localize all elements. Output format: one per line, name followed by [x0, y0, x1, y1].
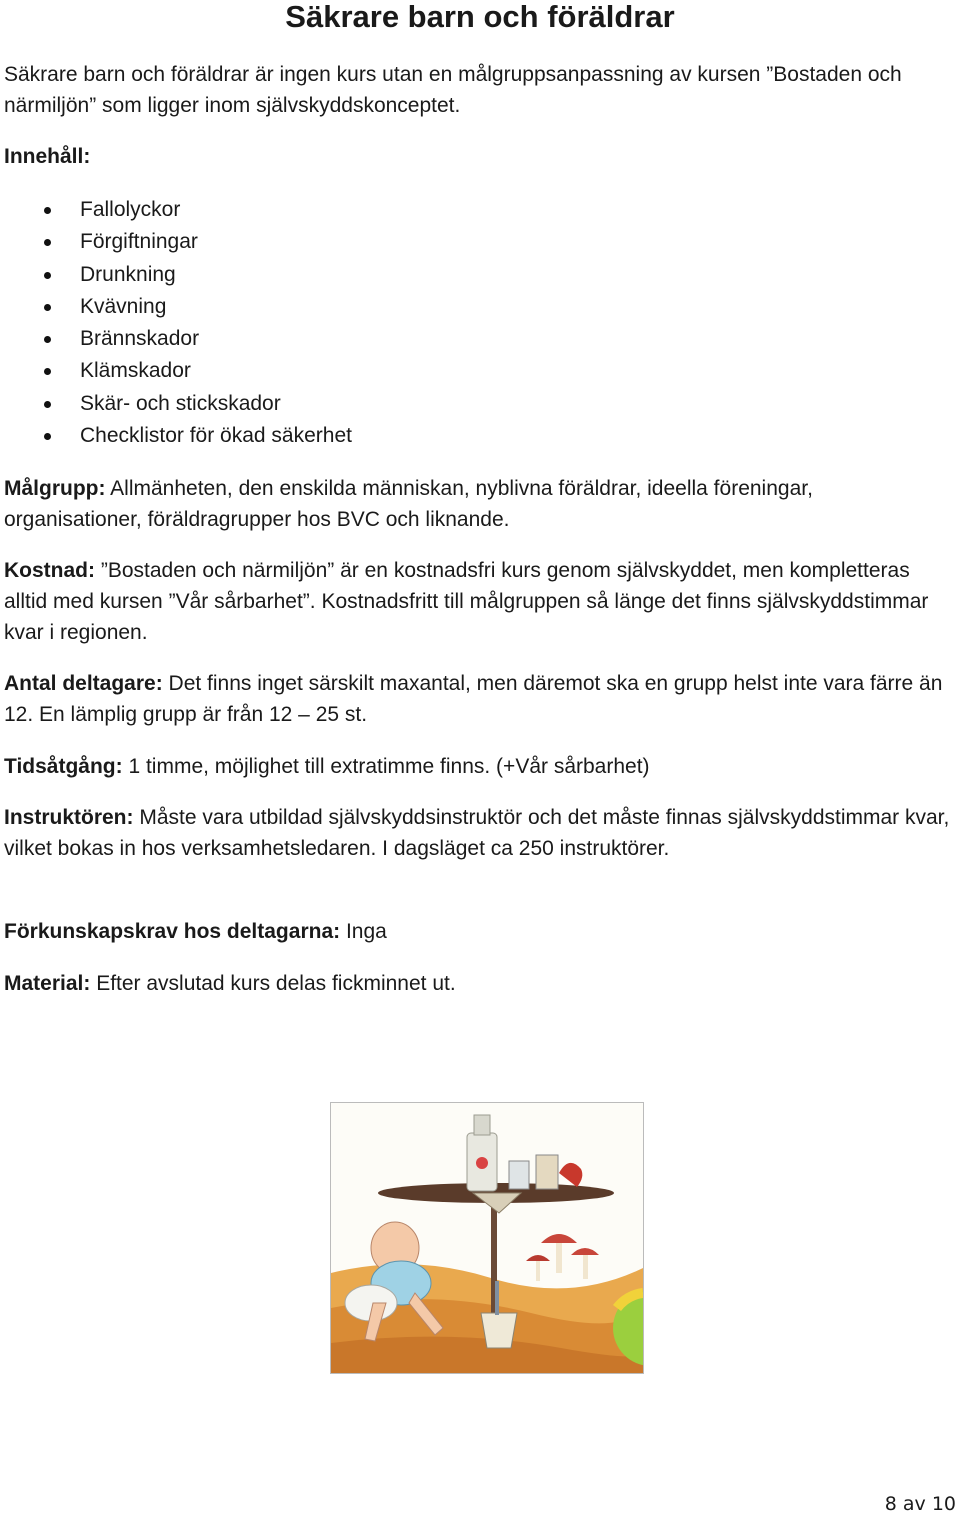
cost-section [4, 555, 956, 648]
list-item: Brännskador [0, 323, 352, 355]
intro-paragraph: Säkrare barn och föräldrar är ingen kurs utan en målgruppsanpassning av kursen ”Bostaden och närmiljön” som ligger inom självskyddskonceptet. [4, 63, 902, 117]
prerequisites-label: Förkunskapskrav hos deltagarna: [4, 920, 341, 943]
bullet-icon [44, 239, 51, 246]
participants-text: Det finns inget särskilt maxantal, men däremot ska en grupp helst inte vara färre än 12. En lämplig grupp är från 12 – 25 st. [4, 672, 943, 726]
list-item: Förgiftningar [0, 226, 352, 258]
bullet-icon [44, 304, 51, 311]
list-item: Drunkning [0, 259, 352, 291]
instructor-section [4, 802, 956, 864]
duration-section [4, 751, 956, 782]
list-item: Fallolyckor [0, 194, 352, 226]
list-item: Skär- och stickskador [0, 388, 352, 420]
participants-label: Antal deltagare: [4, 672, 163, 695]
target-group-label: Målgrupp: [4, 477, 106, 500]
instructor-text: Måste vara utbildad självskyddsinstruktör och det måste finnas självskyddstimmar kvar, vilket bokas in hos verksamhetsledaren. I dagsläget ca 250 instruktörer. [4, 806, 950, 860]
duration-text: 1 timme, möjlighet till extratimme finns. (+Vår sårbarhet) [122, 755, 650, 778]
participants-section [4, 668, 956, 730]
bullet-icon [44, 272, 51, 279]
target-group-text: Allmänheten, den enskilda människan, nyblivna föräldrar, ideella föreningar, organisationer, föräldragrupper hos BVC och liknande. [4, 477, 813, 531]
child-safety-illustration [330, 1102, 644, 1374]
content-list [0, 194, 352, 452]
list-item: Klämskador [0, 355, 352, 387]
target-group-section [4, 473, 956, 535]
list-item: Kvävning [0, 291, 352, 323]
illustration-drawing [331, 1103, 643, 1373]
page-number: 8 av 10 [884, 1493, 956, 1515]
prerequisites-section [4, 916, 956, 947]
bullet-icon [44, 401, 51, 408]
bullet-icon [44, 433, 51, 440]
cost-label: Kostnad: [4, 559, 95, 582]
instructor-label: Instruktören: [4, 806, 134, 829]
material-text: Efter avslutad kurs delas fickminnet ut. [90, 972, 456, 995]
material-label: Material: [4, 972, 91, 995]
duration-label: Tidsåtgång: [4, 755, 123, 778]
bullet-icon [44, 207, 51, 214]
bullet-icon [44, 336, 51, 343]
list-item: Checklistor för ökad säkerhet [0, 420, 352, 452]
bullet-icon [44, 368, 51, 375]
content-heading: Innehåll: [4, 145, 91, 168]
prerequisites-text: Inga [340, 920, 387, 943]
page-title: Säkrare barn och föräldrar [285, 0, 675, 34]
material-section [4, 968, 956, 999]
cost-text: ”Bostaden och närmiljön” är en kostnadsfri kurs genom självskyddet, men kompletteras alltid med kursen ”Vår sårbarhet”. Kostnadsfritt till målgruppen så länge det finns självskyddstimmar kvar i regionen. [4, 559, 929, 644]
